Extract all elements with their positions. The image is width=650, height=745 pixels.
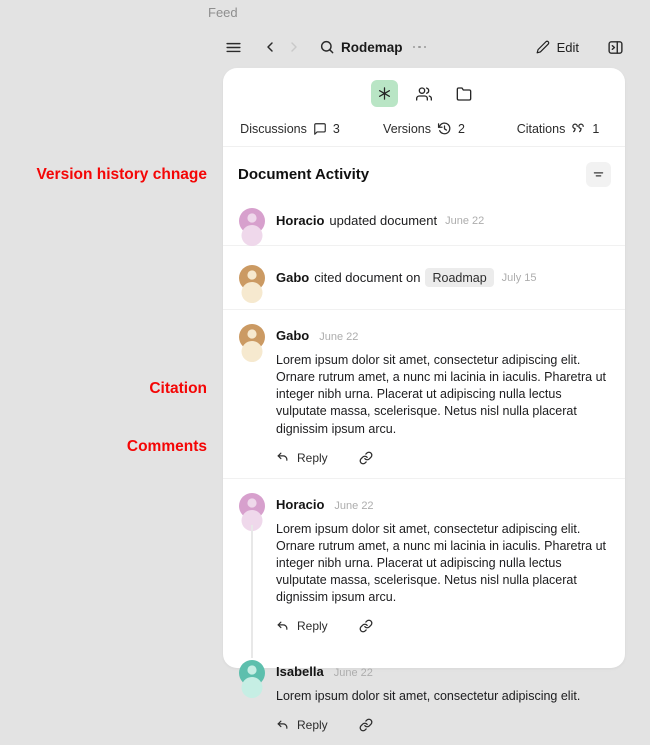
- event-date: July 15: [501, 271, 537, 284]
- comment-author: Horacio: [276, 496, 325, 512]
- avatar: [239, 660, 265, 686]
- avatar: [239, 208, 265, 234]
- person-silhouette-icon: [239, 208, 265, 234]
- reply-button[interactable]: [276, 718, 328, 732]
- annotation-citation: Citation: [149, 380, 207, 397]
- tab-versions-count: 2: [458, 121, 465, 136]
- event-user-name: Gabo: [276, 270, 310, 285]
- activity-feed: [223, 196, 625, 745]
- menu-icon[interactable]: [221, 35, 245, 59]
- avatar: [239, 493, 265, 519]
- reply-button-label: Reply: [297, 718, 328, 733]
- event-user-name: Horacio: [276, 213, 325, 228]
- tab-versions[interactable]: [357, 121, 491, 136]
- page-title: Document Activity: [238, 166, 370, 183]
- forward-chevron-icon[interactable]: [282, 35, 306, 59]
- activity-header: [223, 147, 625, 196]
- reply-button-label: Reply: [297, 450, 328, 465]
- tab-discussions[interactable]: [223, 121, 357, 136]
- quote-icon: [571, 121, 586, 136]
- view-switcher: [223, 68, 625, 107]
- person-silhouette-icon: [239, 265, 265, 291]
- person-silhouette-icon: [239, 493, 265, 519]
- edit-button[interactable]: [536, 40, 579, 55]
- copy-link-icon[interactable]: [359, 619, 373, 633]
- asterisk-icon[interactable]: [371, 80, 398, 107]
- comment-date: June 22: [319, 331, 359, 343]
- copy-link-icon[interactable]: [359, 718, 373, 732]
- filter-button[interactable]: [586, 162, 611, 187]
- comment-icon: [313, 122, 327, 136]
- filter-icon: [592, 168, 605, 181]
- top-toolbar: [221, 35, 627, 59]
- avatar: [239, 324, 265, 350]
- comment-date: June 22: [333, 667, 373, 680]
- comment-body: Lorem ipsum dolor sit amet, consectetur adipiscing elit.: [276, 689, 581, 704]
- comment-body: Lorem ipsum dolor sit amet, consectetur adipiscing elit. Ornare rutrum amet, a nunc mi lacinia in iaculis. Pharetra ut integer nibh urna. Placerat ut adipiscing nulla lectus vulputate massa, scelerisque. Netus nisl nulla placerat dignissim ipsum arcu.: [276, 521, 606, 605]
- comment-item: [223, 310, 625, 478]
- event-action: cited document on: [314, 270, 421, 285]
- tab-citations-count: 1: [592, 121, 600, 136]
- comment-body: Lorem ipsum dolor sit amet, consectetur adipiscing elit. Ornare rutrum amet, a nunc mi lacinia in iaculis. Pharetra ut integer nibh urna. Placerat ut adipiscing nulla lectus vulputate massa, scelerisque. Netus nisl nulla placerat dignissim ipsum arcu.: [276, 353, 606, 436]
- event-action: updated document: [329, 213, 438, 228]
- edit-button-label: Edit: [556, 39, 579, 55]
- open-panel-icon[interactable]: [603, 35, 627, 59]
- history-icon: [437, 121, 452, 136]
- search-icon[interactable]: [315, 35, 339, 59]
- more-options-icon[interactable]: [407, 46, 433, 49]
- reply-button[interactable]: [276, 619, 328, 633]
- folder-icon[interactable]: [451, 80, 478, 107]
- reply-button[interactable]: [276, 451, 328, 465]
- avatar: [239, 265, 265, 291]
- tab-citations[interactable]: [491, 121, 625, 136]
- comment-author: Isabella: [276, 664, 324, 680]
- comment-item: [223, 479, 625, 647]
- back-chevron-icon[interactable]: [258, 35, 282, 59]
- reply-arrow-icon: [276, 451, 289, 464]
- tab-discussions-count: 3: [332, 121, 340, 136]
- reply-arrow-icon: [276, 719, 289, 732]
- feed-label: Feed: [208, 5, 238, 20]
- comment-date: June 22: [334, 499, 374, 512]
- annotation-version-history: Version history chnage: [36, 166, 207, 183]
- tab-bar: [223, 121, 625, 147]
- comment-item: [223, 646, 625, 745]
- tab-discussions-label: Discussions: [240, 121, 307, 136]
- reply-button-label: Reply: [297, 619, 328, 634]
- activity-event-updated[interactable]: [223, 196, 625, 245]
- tab-versions-label: Versions: [383, 121, 431, 136]
- reply-arrow-icon: [276, 620, 289, 633]
- annotation-comments: Comments: [126, 438, 207, 455]
- users-icon[interactable]: [411, 80, 438, 107]
- thread-connector-line: [251, 525, 253, 659]
- person-silhouette-icon: [239, 324, 265, 350]
- person-silhouette-icon: [239, 660, 265, 686]
- pencil-icon: [536, 40, 550, 54]
- comment-author: Gabo: [276, 328, 310, 343]
- tab-citations-label: Citations: [516, 121, 566, 136]
- activity-event-cited[interactable]: [223, 246, 625, 309]
- cited-document-chip[interactable]: Roadmap: [425, 268, 493, 287]
- document-activity-panel: [223, 68, 625, 733]
- document-title: Rodemap: [341, 39, 403, 55]
- event-date: June 22: [445, 214, 485, 227]
- copy-link-icon[interactable]: [359, 451, 373, 465]
